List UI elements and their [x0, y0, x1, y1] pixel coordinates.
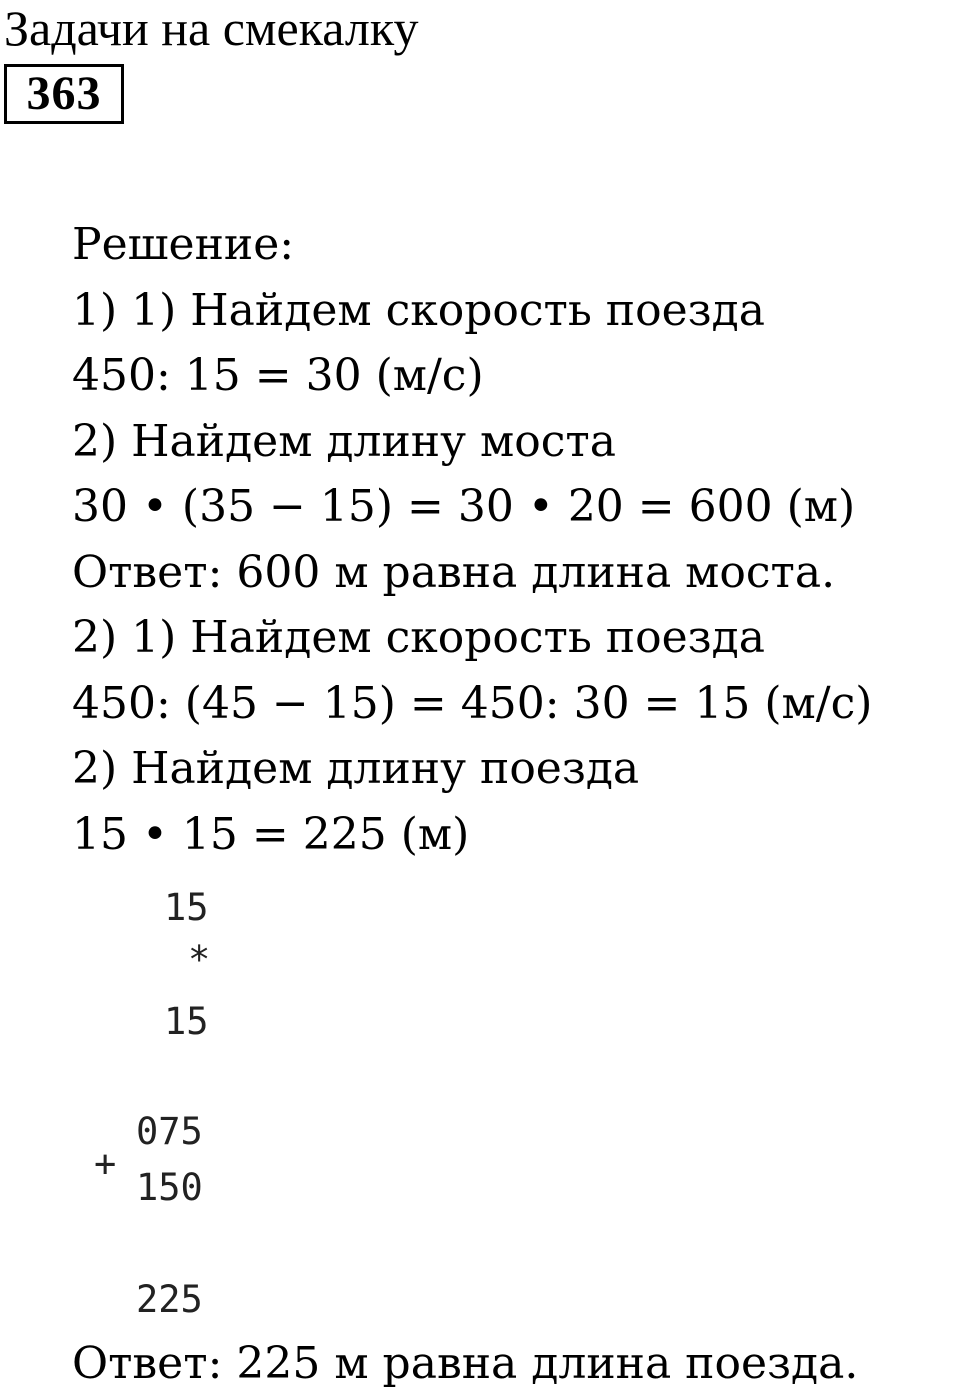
solution-line: 1) 1) Найдем скорость поезда — [72, 284, 765, 336]
solution-line: 450: 15 = 30 (м/с) — [72, 350, 484, 401]
final-answer: Ответ: 225 м равна длина поезда. — [72, 1338, 859, 1389]
calc-plus-sign: + — [94, 1142, 117, 1185]
solution-block — [72, 212, 960, 867]
solution-answer-line: Ответ: 600 м равна длина моста. — [72, 546, 836, 598]
solution-line: 2) Найдем длину моста — [72, 415, 616, 467]
task-number-badge: 363 — [4, 64, 124, 124]
calc-partial-product: 150 — [136, 1166, 203, 1209]
solution-line: 2) 1) Найдем скорость поезда — [72, 612, 765, 663]
calc-partial-product: 075 — [136, 1110, 203, 1153]
calc-operator: * — [188, 938, 211, 981]
calc-multiplier: 15 — [164, 1000, 209, 1043]
solution-line: 450: (45 − 15) = 450: 30 = 15 (м/с) — [72, 677, 873, 729]
solution-line: 15 • 15 = 225 (м) — [72, 808, 470, 860]
page-title: Задачи на смекалку — [4, 0, 419, 56]
solution-heading: Решение: — [72, 219, 295, 270]
solution-line: 30 • (35 − 15) = 30 • 20 = 600 (м) — [72, 481, 856, 532]
solution-line: 2) Найдем длину поезда — [72, 743, 640, 794]
calc-result: 225 — [136, 1278, 203, 1321]
calc-multiplicand: 15 — [164, 886, 209, 929]
